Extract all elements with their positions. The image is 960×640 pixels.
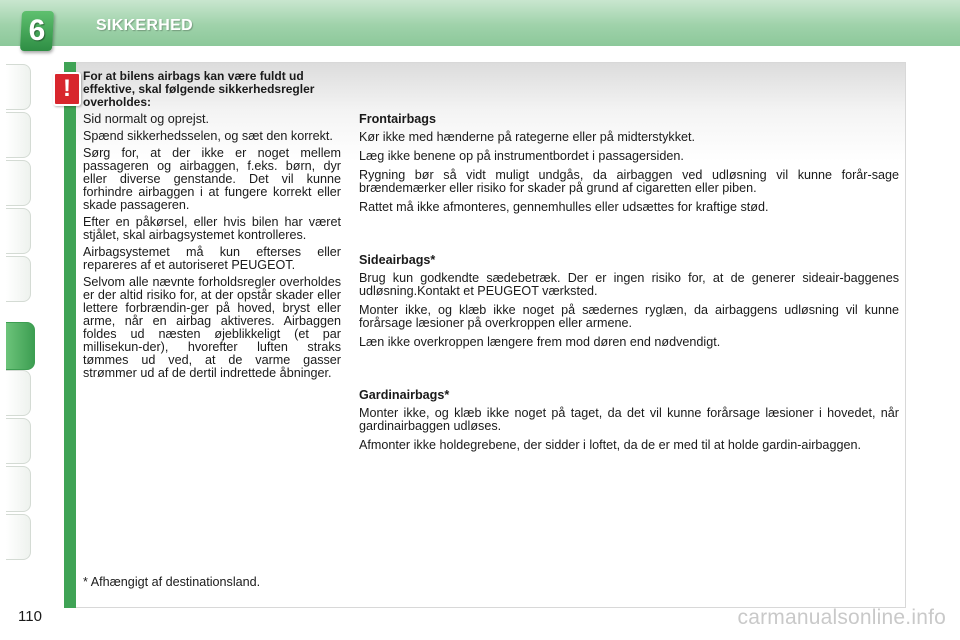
section-paragraph: Monter ikke, og klæb ikke noget på taget, da det vil kunne forårsage læsioner i hovedet, når gardinairbaggen udløses. bbox=[359, 406, 899, 433]
chapter-tab[interactable] bbox=[6, 64, 31, 110]
watermark: carmanualsonline.info bbox=[737, 606, 946, 629]
section-paragraph: Rattet må ikke afmonteres, gennemhulles eller udsættes for kraftige stød. bbox=[359, 200, 769, 214]
page-number: 110 bbox=[18, 608, 42, 625]
section-paragraph: Læn ikke overkroppen længere frem mod døren end nødvendigt. bbox=[359, 335, 721, 349]
rule-paragraph: Sid normalt og oprejst. bbox=[83, 112, 209, 126]
chapter-tab[interactable] bbox=[6, 514, 31, 560]
section-frontairbags bbox=[359, 113, 899, 214]
safety-rules-title: For at bilens airbags kan være fuldt ud effektive, skal følgende sikkerhedsregler overholdes: bbox=[83, 69, 315, 109]
section-paragraph: Kør ikke med hænderne på rategerne eller på midterstykket. bbox=[359, 130, 695, 144]
section-paragraph: Afmonter ikke holdegrebene, der sidder i loftet, da de er med til at holde gardin-airbaggen. bbox=[359, 438, 861, 452]
chapter-tab[interactable] bbox=[6, 112, 31, 158]
section-sideairbags bbox=[359, 254, 899, 349]
rule-paragraph: Efter en påkørsel, eller hvis bilen har været stjålet, skal airbagsystemet kontrolleres. bbox=[83, 215, 341, 242]
rule-paragraph: Spænd sikkerhedsselen, og sæt den korrekt. bbox=[83, 129, 333, 143]
section-gardinairbags bbox=[359, 389, 899, 452]
chapter-tab[interactable] bbox=[6, 256, 31, 302]
rule-paragraph: Sørg for, at der ikke er noget mellem passageren og airbaggen, f.eks. børn, dyr eller diverse genstande. Det vil kunne forhindre airbaggen i at fungere korrekt eller skade passageren. bbox=[83, 146, 341, 212]
footnote: * Afhængigt af destinationsland. bbox=[83, 575, 261, 589]
section-title: Frontairbags bbox=[359, 112, 436, 126]
section-title: Sideairbags* bbox=[359, 253, 436, 267]
chapter-title: SIKKERHED bbox=[96, 17, 193, 34]
chapter-tab[interactable] bbox=[6, 208, 31, 254]
chapter-header bbox=[0, 0, 960, 46]
section-paragraph: Læg ikke benene op på instrumentbordet i passagersiden. bbox=[359, 149, 684, 163]
chapter-number: 6 bbox=[28, 14, 46, 47]
section-paragraph: Brug kun godkendte sædebetræk. Der er ingen risiko for, at de generer sideair-baggenes udløsning.Kontakt et PEUGEOT værksted. bbox=[359, 271, 899, 298]
chapter-tab[interactable] bbox=[6, 160, 31, 206]
warning-icon: ! bbox=[53, 72, 81, 106]
chapter-tab[interactable] bbox=[6, 418, 31, 464]
chapter-tab[interactable] bbox=[6, 466, 31, 512]
section-title: Gardinairbags* bbox=[359, 388, 450, 402]
airbag-sections-column bbox=[359, 113, 899, 458]
chapter-tabs bbox=[6, 64, 32, 576]
safety-rules-column bbox=[83, 70, 341, 384]
chapter-tab-active[interactable] bbox=[6, 322, 35, 370]
chapter-tab[interactable] bbox=[6, 370, 31, 416]
panel-accent-stripe bbox=[64, 62, 76, 608]
section-paragraph: Monter ikke, og klæb ikke noget på sædernes ryglæn, da airbaggens udløsning vil kunne forårsage læsioner på overkroppen eller armene. bbox=[359, 303, 899, 330]
rule-paragraph: Selvom alle nævnte forholdsregler overholdes er der altid risiko for, at der opstår skader eller lettere forbrændin-ger på hoved, bryst eller arme, når en airbag aktiveres. Airbaggen foldes ud næsten øjeblikkeligt (et par millisekun-der), hvorefter luften straks tømmes ud ved, at de varme gasser strømmer ud af de dertil indrettede åbninger. bbox=[83, 275, 341, 380]
section-paragraph: Rygning bør så vidt muligt undgås, da airbaggen ved udløsning vil kunne forår-sage brændemærker eller risiko for skader på grund af cigaretten eller piben. bbox=[359, 168, 899, 195]
chapter-badge bbox=[20, 11, 54, 51]
rule-paragraph: Airbagsystemet må kun efterses eller repareres af et autoriseret PEUGEOT. bbox=[83, 245, 341, 272]
